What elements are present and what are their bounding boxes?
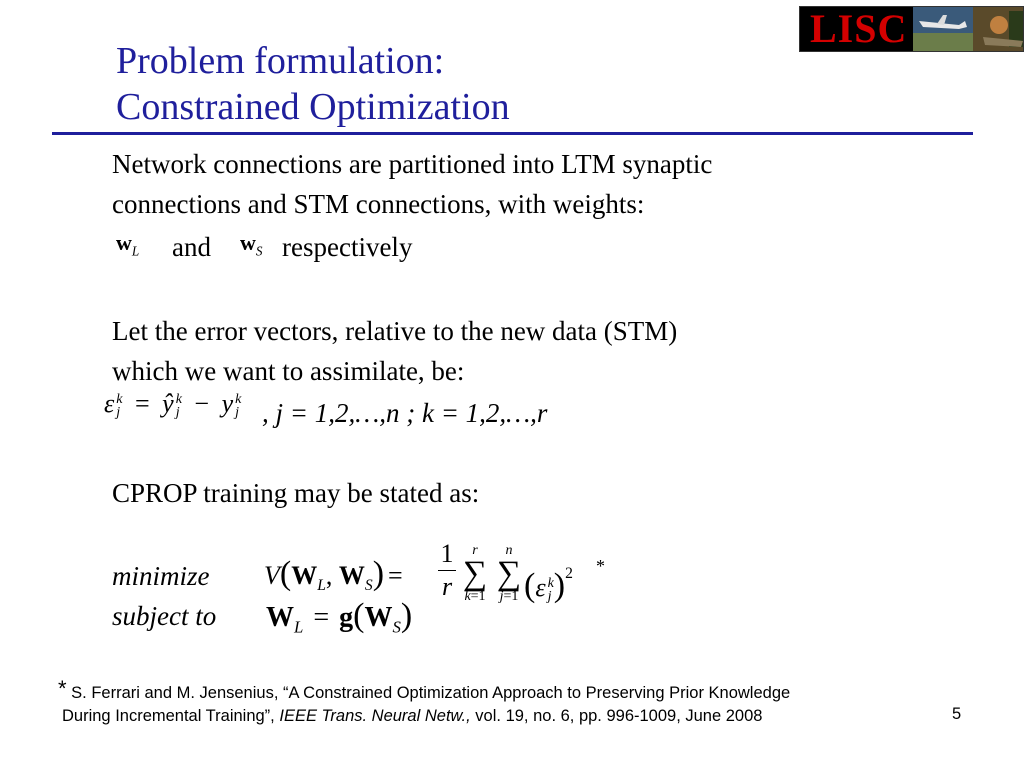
lisc-logo	[799, 6, 1024, 52]
paragraph-2-line-1: Let the error vectors, relative to the new data (STM)	[112, 316, 678, 346]
error-definition-equation: ε k j = ŷ k j − y k j	[104, 389, 242, 421]
objective-star: *	[596, 556, 605, 576]
footnote-line-2: During Incremental Training”, IEEE Trans. Neural Netw., vol. 19, no. 6, pp. 996-1009, June 2008	[62, 707, 763, 725]
logo-text: LISC	[810, 6, 908, 51]
sum-over-j: n ∑ j=1	[496, 543, 522, 604]
constraint-equation: $W_L = g(W_S)$	[266, 597, 413, 637]
footnote-citation	[58, 676, 791, 728]
page-number: 5	[952, 705, 962, 723]
paragraph-1-line-2: connections and STM connections, with weights:	[112, 189, 645, 219]
aircraft-collage-icon	[913, 7, 1023, 51]
objective-function: $V(W_L$, $W_S$) =	[264, 555, 403, 595]
footnote-star: *	[58, 676, 67, 701]
weights-respectively: respectively	[282, 232, 413, 262]
weights-and: and	[172, 232, 211, 262]
title-line-2: Constrained Optimization	[116, 86, 510, 128]
paragraph-2-line-2: which we want to assimilate, be:	[112, 356, 465, 386]
journal-name: IEEE Trans. Neural Netw.,	[279, 707, 471, 725]
footnote-line-1: * S. Ferrari and M. Jensenius, “A Constrained Optimization Approach to Preserving Prior Knowledge	[58, 676, 791, 702]
slide-title	[116, 38, 510, 130]
cprop-statement: CPROP training may be stated as:	[112, 478, 480, 508]
logo-collage-image	[913, 7, 1023, 51]
error-indices: , j = 1,2,…,n ; k = 1,2,…,r	[262, 398, 548, 428]
paragraph-1	[112, 144, 712, 224]
subject-to-label: subject to	[112, 601, 217, 631]
squared-error-term: (ε k j )$^2$	[524, 565, 573, 605]
sum-over-k: r ∑ k=1	[462, 543, 488, 604]
paragraph-1-line-1: Network connections are partitioned into LTM synaptic	[112, 149, 713, 179]
weight-wS: $w_S$	[240, 230, 263, 259]
fraction-one-over-r: 1 r	[438, 540, 456, 601]
weight-wL: $w_L$	[116, 230, 140, 259]
title-underline	[52, 132, 973, 135]
title-line-1: Problem formulation:	[116, 40, 445, 82]
paragraph-2	[112, 311, 677, 391]
minimize-label: minimize	[112, 561, 210, 591]
